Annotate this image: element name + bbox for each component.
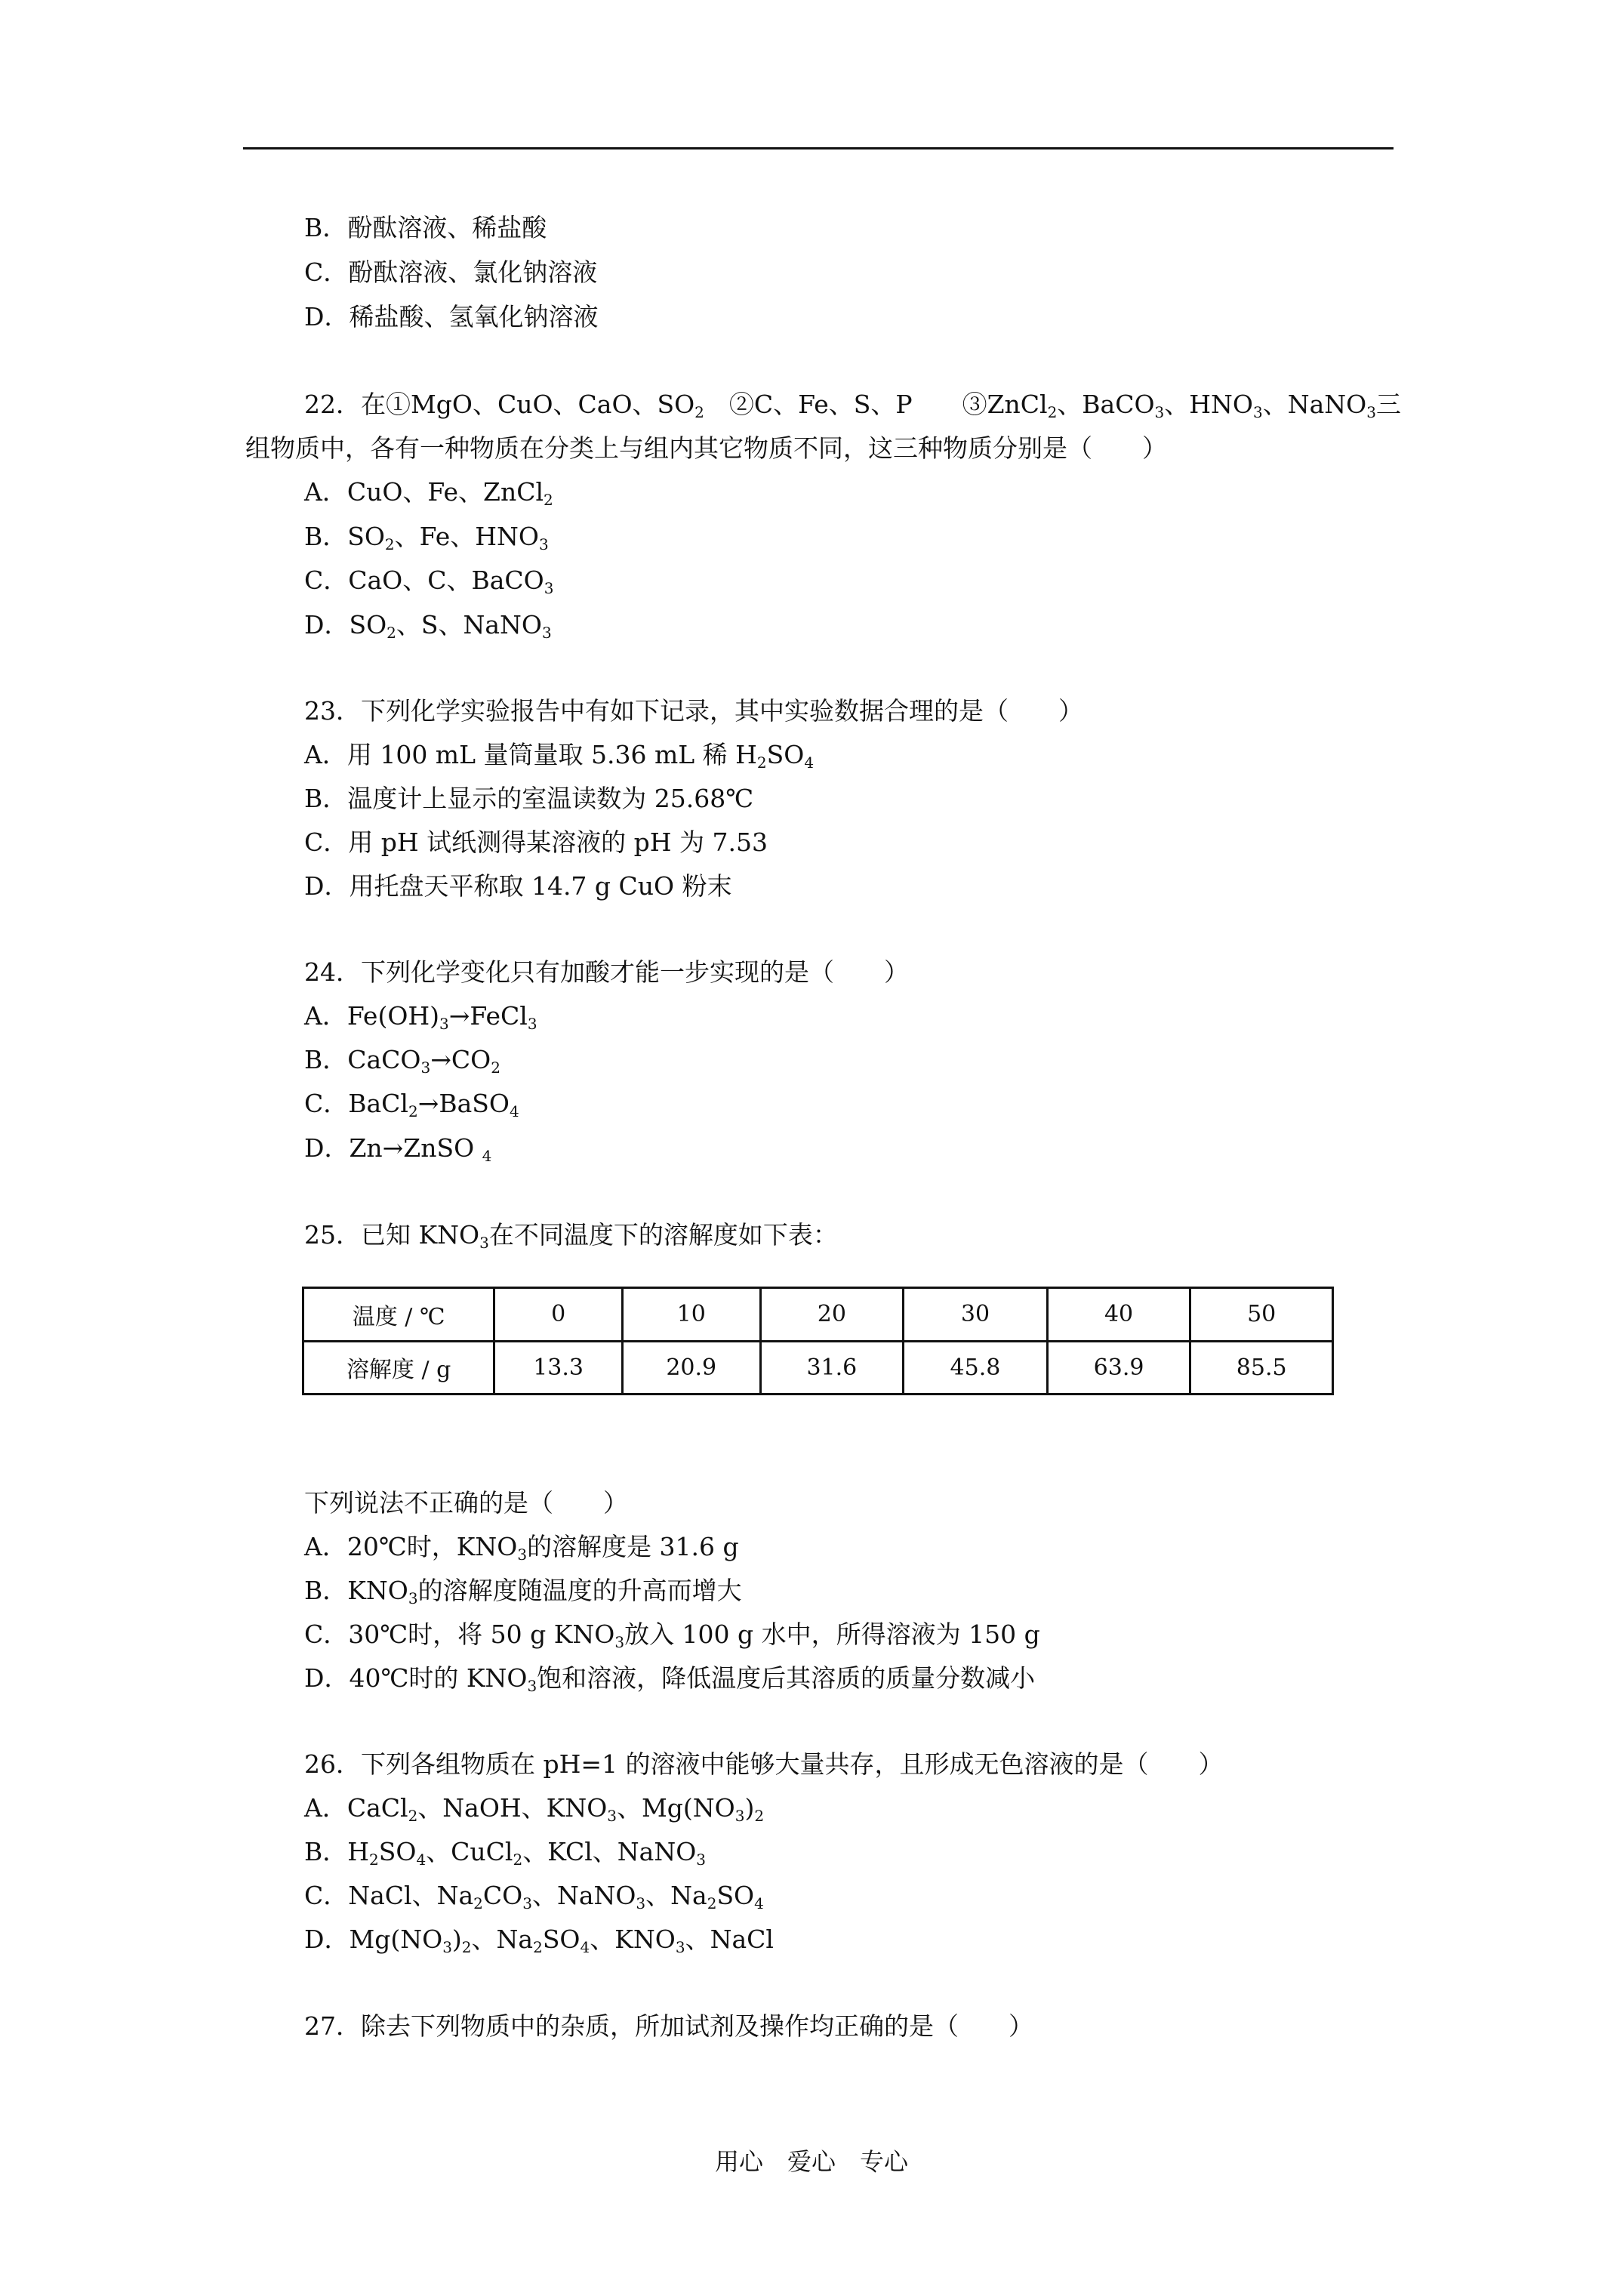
- q24-option-b: B．$CaCO_3\to CO_2$: [304, 1045, 500, 1077]
- temp-cell: 10: [622, 1288, 760, 1342]
- q26-option-c: C．NaCl、$Na_2CO_3$、NaNO$_3$、$Na_2SO_4$: [304, 1881, 764, 1912]
- temp-cell: 40: [1047, 1288, 1190, 1342]
- table-row-solubility: [303, 1341, 1333, 1395]
- temp-cell: 50: [1190, 1288, 1333, 1342]
- q21-option-b: B．酚酞溶液、稀盐酸: [304, 213, 547, 242]
- q26-stem: 26．下列各组物质在 pH=1 的溶液中能够大量共存，且形成无色溶液的是（ ）: [304, 1749, 1224, 1779]
- q24-option-d: D．Zn→ZnSO $_4$: [304, 1133, 492, 1165]
- q26-option-d: D．$Mg(NO_3)_2$、$Na_2SO_4$、$KNO_3$、NaCl: [304, 1925, 774, 1956]
- q25-option-d: D．40℃时的 $KNO_3$饱和溶液，降低温度后其溶质的质量分数减小: [304, 1663, 1036, 1695]
- q22-stem-line2: 组物质中，各有一种物质在分类上与组内其它物质不同，这三种物质分别是（ ）: [245, 433, 1167, 463]
- temp-cell: 30: [904, 1288, 1048, 1342]
- q25-stem: 25．已知 $KNO_3$在不同温度下的溶解度如下表：: [304, 1220, 838, 1252]
- solubility-cell: 31.6: [760, 1341, 904, 1395]
- temp-cell: 0: [494, 1288, 623, 1342]
- solubility-cell: 85.5: [1190, 1341, 1333, 1395]
- q23-stem: 23．下列化学实验报告中有如下记录，其中实验数据合理的是（ ）: [304, 696, 1083, 726]
- q23-option-b: B．温度计上显示的室温读数为 25.68℃: [304, 784, 754, 813]
- q22-stem-line1: 22．在①MgO、CuO、CaO、$SO_2$ ②C、Fe、S、P ③ZnCl$_2$、BaCO$_3$、$HNO_3$、NaNO$_3$三: [304, 390, 1401, 421]
- q24-option-a: A．$Fe(OH)_3\to FeCl_3$: [304, 1001, 537, 1033]
- q22-option-d: D．$SO_2$、S、NaNO$_3$: [304, 610, 552, 642]
- q25-option-a: A．20℃时，$KNO_3$的溶解度是 31.6 g: [304, 1532, 739, 1564]
- solubility-cell: 20.9: [622, 1341, 760, 1395]
- header-rule: [243, 147, 1394, 149]
- table-row-label-temperature: 温度 / ℃: [303, 1288, 494, 1342]
- q24-stem: 24．下列化学变化只有加酸才能一步实现的是（ ）: [304, 957, 909, 987]
- table-row-temperature: [303, 1288, 1333, 1342]
- solubility-cell: 13.3: [494, 1341, 623, 1395]
- solubility-table: [302, 1287, 1334, 1395]
- q22-option-c: C．CaO、C、BaCO$_3$: [304, 566, 554, 597]
- temp-cell: 20: [760, 1288, 904, 1342]
- q25-option-c: C．30℃时，将 50 g $KNO_3$放入 100 g 水中，所得溶液为 150 g: [304, 1620, 1040, 1651]
- q23-option-a: A．用 100 mL 量筒量取 5.36 mL 稀 $H_2SO_4$: [304, 740, 815, 772]
- q21-option-c: C．酚酞溶液、氯化钠溶液: [304, 257, 598, 287]
- q22-option-a: A．CuO、Fe、ZnCl$_2$: [304, 477, 553, 509]
- q26-option-a: A．CaCl$_2$、NaOH、$KNO_3$、$Mg(NO_3)_2$: [304, 1793, 765, 1825]
- q23-option-d: D．用托盘天平称取 14.7 g CuO 粉末: [304, 871, 732, 901]
- q26-option-b: B．$H_2SO_4$、CuCl$_2$、KCl、NaNO$_3$: [304, 1837, 707, 1869]
- q25-question: 下列说法不正确的是（ ）: [304, 1488, 628, 1518]
- q27-stem: 27．除去下列物质中的杂质，所加试剂及操作均正确的是（ ）: [304, 2011, 1033, 2041]
- q23-option-c: C．用 pH 试纸测得某溶液的 pH 为 7.53: [304, 827, 768, 857]
- solubility-cell: 45.8: [904, 1341, 1048, 1395]
- table-row-label-solubility: 溶解度 / g: [303, 1341, 494, 1395]
- q25-option-b: B．$KNO_3$的溶解度随温度的升高而增大: [304, 1576, 742, 1607]
- q24-option-c: C．BaCl$_2$→BaSO$_4$: [304, 1089, 519, 1120]
- page-footer: 用心 爱心 专心: [714, 2147, 908, 2176]
- q22-option-b: B．$SO_2$、Fe、$HNO_3$: [304, 522, 549, 553]
- q21-option-d: D．稀盐酸、氢氧化钠溶液: [304, 302, 599, 331]
- solubility-cell: 63.9: [1047, 1341, 1190, 1395]
